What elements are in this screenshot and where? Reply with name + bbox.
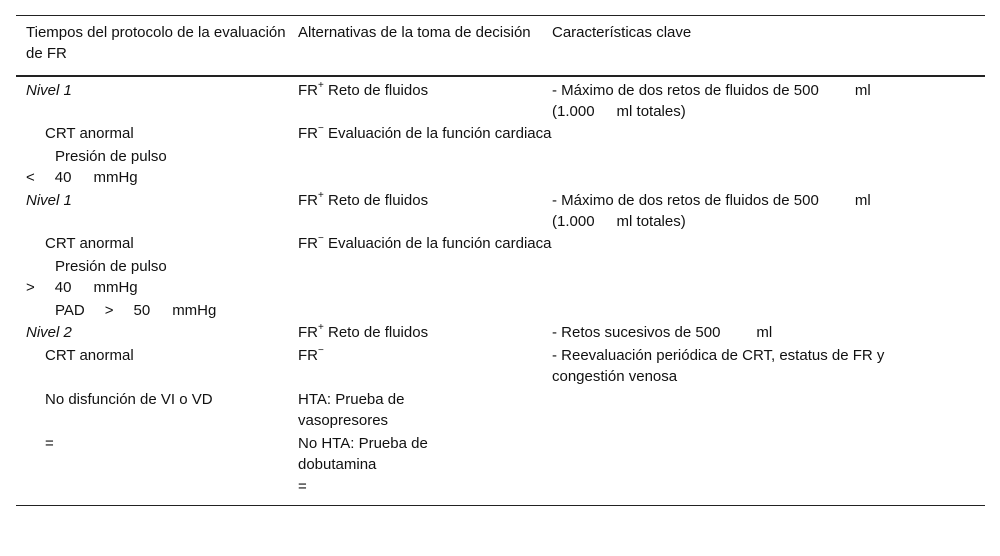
protocol-table bbox=[16, 15, 985, 506]
operator: < bbox=[26, 169, 35, 186]
crt-criterion: CRT anormal bbox=[45, 235, 134, 252]
unit: mmHg bbox=[93, 279, 138, 296]
criterion-label: Presión de pulso bbox=[55, 148, 167, 165]
value: 40 bbox=[54, 169, 72, 186]
fr-label: FR bbox=[298, 82, 318, 99]
fr-positive-sign: + bbox=[318, 322, 324, 333]
key-feature-text: - Máximo de dos retos de fluidos de 500 bbox=[552, 82, 819, 99]
pad-criterion bbox=[26, 300, 298, 321]
table-row bbox=[16, 80, 985, 122]
pulse-pressure-criterion bbox=[16, 146, 298, 188]
operator: > bbox=[104, 302, 114, 319]
table-header bbox=[16, 16, 985, 77]
table-row bbox=[16, 476, 985, 497]
unit: mmHg bbox=[93, 169, 138, 186]
hta-option: HTA: Prueba de vasopresores bbox=[298, 391, 405, 429]
cardiac-evaluation-option bbox=[298, 233, 552, 254]
fluid-challenge-option bbox=[298, 190, 552, 232]
operator: > bbox=[26, 279, 35, 296]
fluid-challenge-option bbox=[298, 322, 552, 343]
unit: mmHg bbox=[172, 302, 217, 319]
level-label: Nivel 2 bbox=[26, 324, 72, 341]
fr-positive-text: Reto de fluidos bbox=[323, 82, 429, 99]
equals-sign: = bbox=[45, 435, 54, 452]
fr-label: FR bbox=[298, 192, 318, 209]
fr-negative-sign: − bbox=[318, 123, 324, 134]
table-row bbox=[16, 233, 985, 254]
header-col-key-features: Características clave bbox=[552, 24, 692, 41]
fr-positive-sign: + bbox=[318, 80, 324, 91]
key-feature-text: - Máximo de dos retos de fluidos de 500 bbox=[552, 192, 819, 209]
fr-negative-sign: − bbox=[318, 233, 324, 244]
header-col-protocol-times: Tiempos del protocolo de la evaluación de FR bbox=[26, 24, 286, 62]
level-label: Nivel 1 bbox=[26, 192, 72, 209]
level-label: Nivel 1 bbox=[26, 82, 72, 99]
key-feature bbox=[552, 322, 985, 343]
unit: ml bbox=[756, 324, 773, 341]
criterion-label: Presión de pulso bbox=[55, 258, 167, 275]
value: 50 bbox=[133, 302, 151, 319]
fr-label: FR bbox=[298, 235, 318, 252]
unit: ml totales) bbox=[616, 213, 686, 230]
fr-negative-option bbox=[298, 345, 552, 387]
fr-negative-text: Evaluación de la función cardiaca bbox=[323, 125, 552, 142]
table-row bbox=[16, 433, 985, 475]
fr-negative-text: Evaluación de la función cardiaca bbox=[323, 235, 552, 252]
key-feature bbox=[552, 80, 985, 122]
key-feature-text: (1.000 bbox=[552, 213, 595, 230]
crt-criterion: CRT anormal bbox=[45, 347, 134, 364]
unit: ml bbox=[854, 192, 871, 209]
fr-label: FR bbox=[298, 324, 318, 341]
key-feature-text: (1.000 bbox=[552, 103, 595, 120]
fr-positive-text: Reto de fluidos bbox=[323, 324, 429, 341]
fr-negative-sign: − bbox=[318, 345, 324, 356]
table-row bbox=[16, 345, 985, 387]
fluid-challenge-option bbox=[298, 80, 552, 122]
cardiac-evaluation-option bbox=[298, 123, 552, 144]
unit: ml totales) bbox=[616, 103, 686, 120]
value: 40 bbox=[54, 279, 72, 296]
fr-positive-sign: + bbox=[318, 190, 324, 201]
fr-label: FR bbox=[298, 347, 318, 364]
unit: ml bbox=[854, 82, 871, 99]
table-row bbox=[16, 322, 985, 343]
no-dysfunction-criterion: No disfunción de VI o VD bbox=[45, 391, 213, 408]
crt-criterion: CRT anormal bbox=[45, 125, 134, 142]
pulse-pressure-criterion bbox=[16, 256, 298, 321]
table-row bbox=[16, 190, 985, 232]
equals-sign: = bbox=[298, 478, 307, 495]
key-feature: - Reevaluación periódica de CRT, estatus de FR y congestión venosa bbox=[552, 347, 885, 385]
table-row bbox=[16, 256, 985, 321]
table-row bbox=[16, 389, 985, 431]
key-feature-text: - Retos sucesivos de 500 bbox=[552, 324, 721, 341]
table-body bbox=[16, 77, 985, 505]
table-row bbox=[16, 123, 985, 144]
criterion-label: PAD bbox=[55, 302, 85, 319]
table-row bbox=[16, 146, 985, 188]
fr-label: FR bbox=[298, 125, 318, 142]
fr-positive-text: Reto de fluidos bbox=[323, 192, 429, 209]
header-col-decision-alternatives: Alternativas de la toma de decisión bbox=[298, 24, 531, 41]
key-feature bbox=[552, 190, 985, 232]
no-hta-option: No HTA: Prueba de dobutamina bbox=[298, 435, 428, 473]
